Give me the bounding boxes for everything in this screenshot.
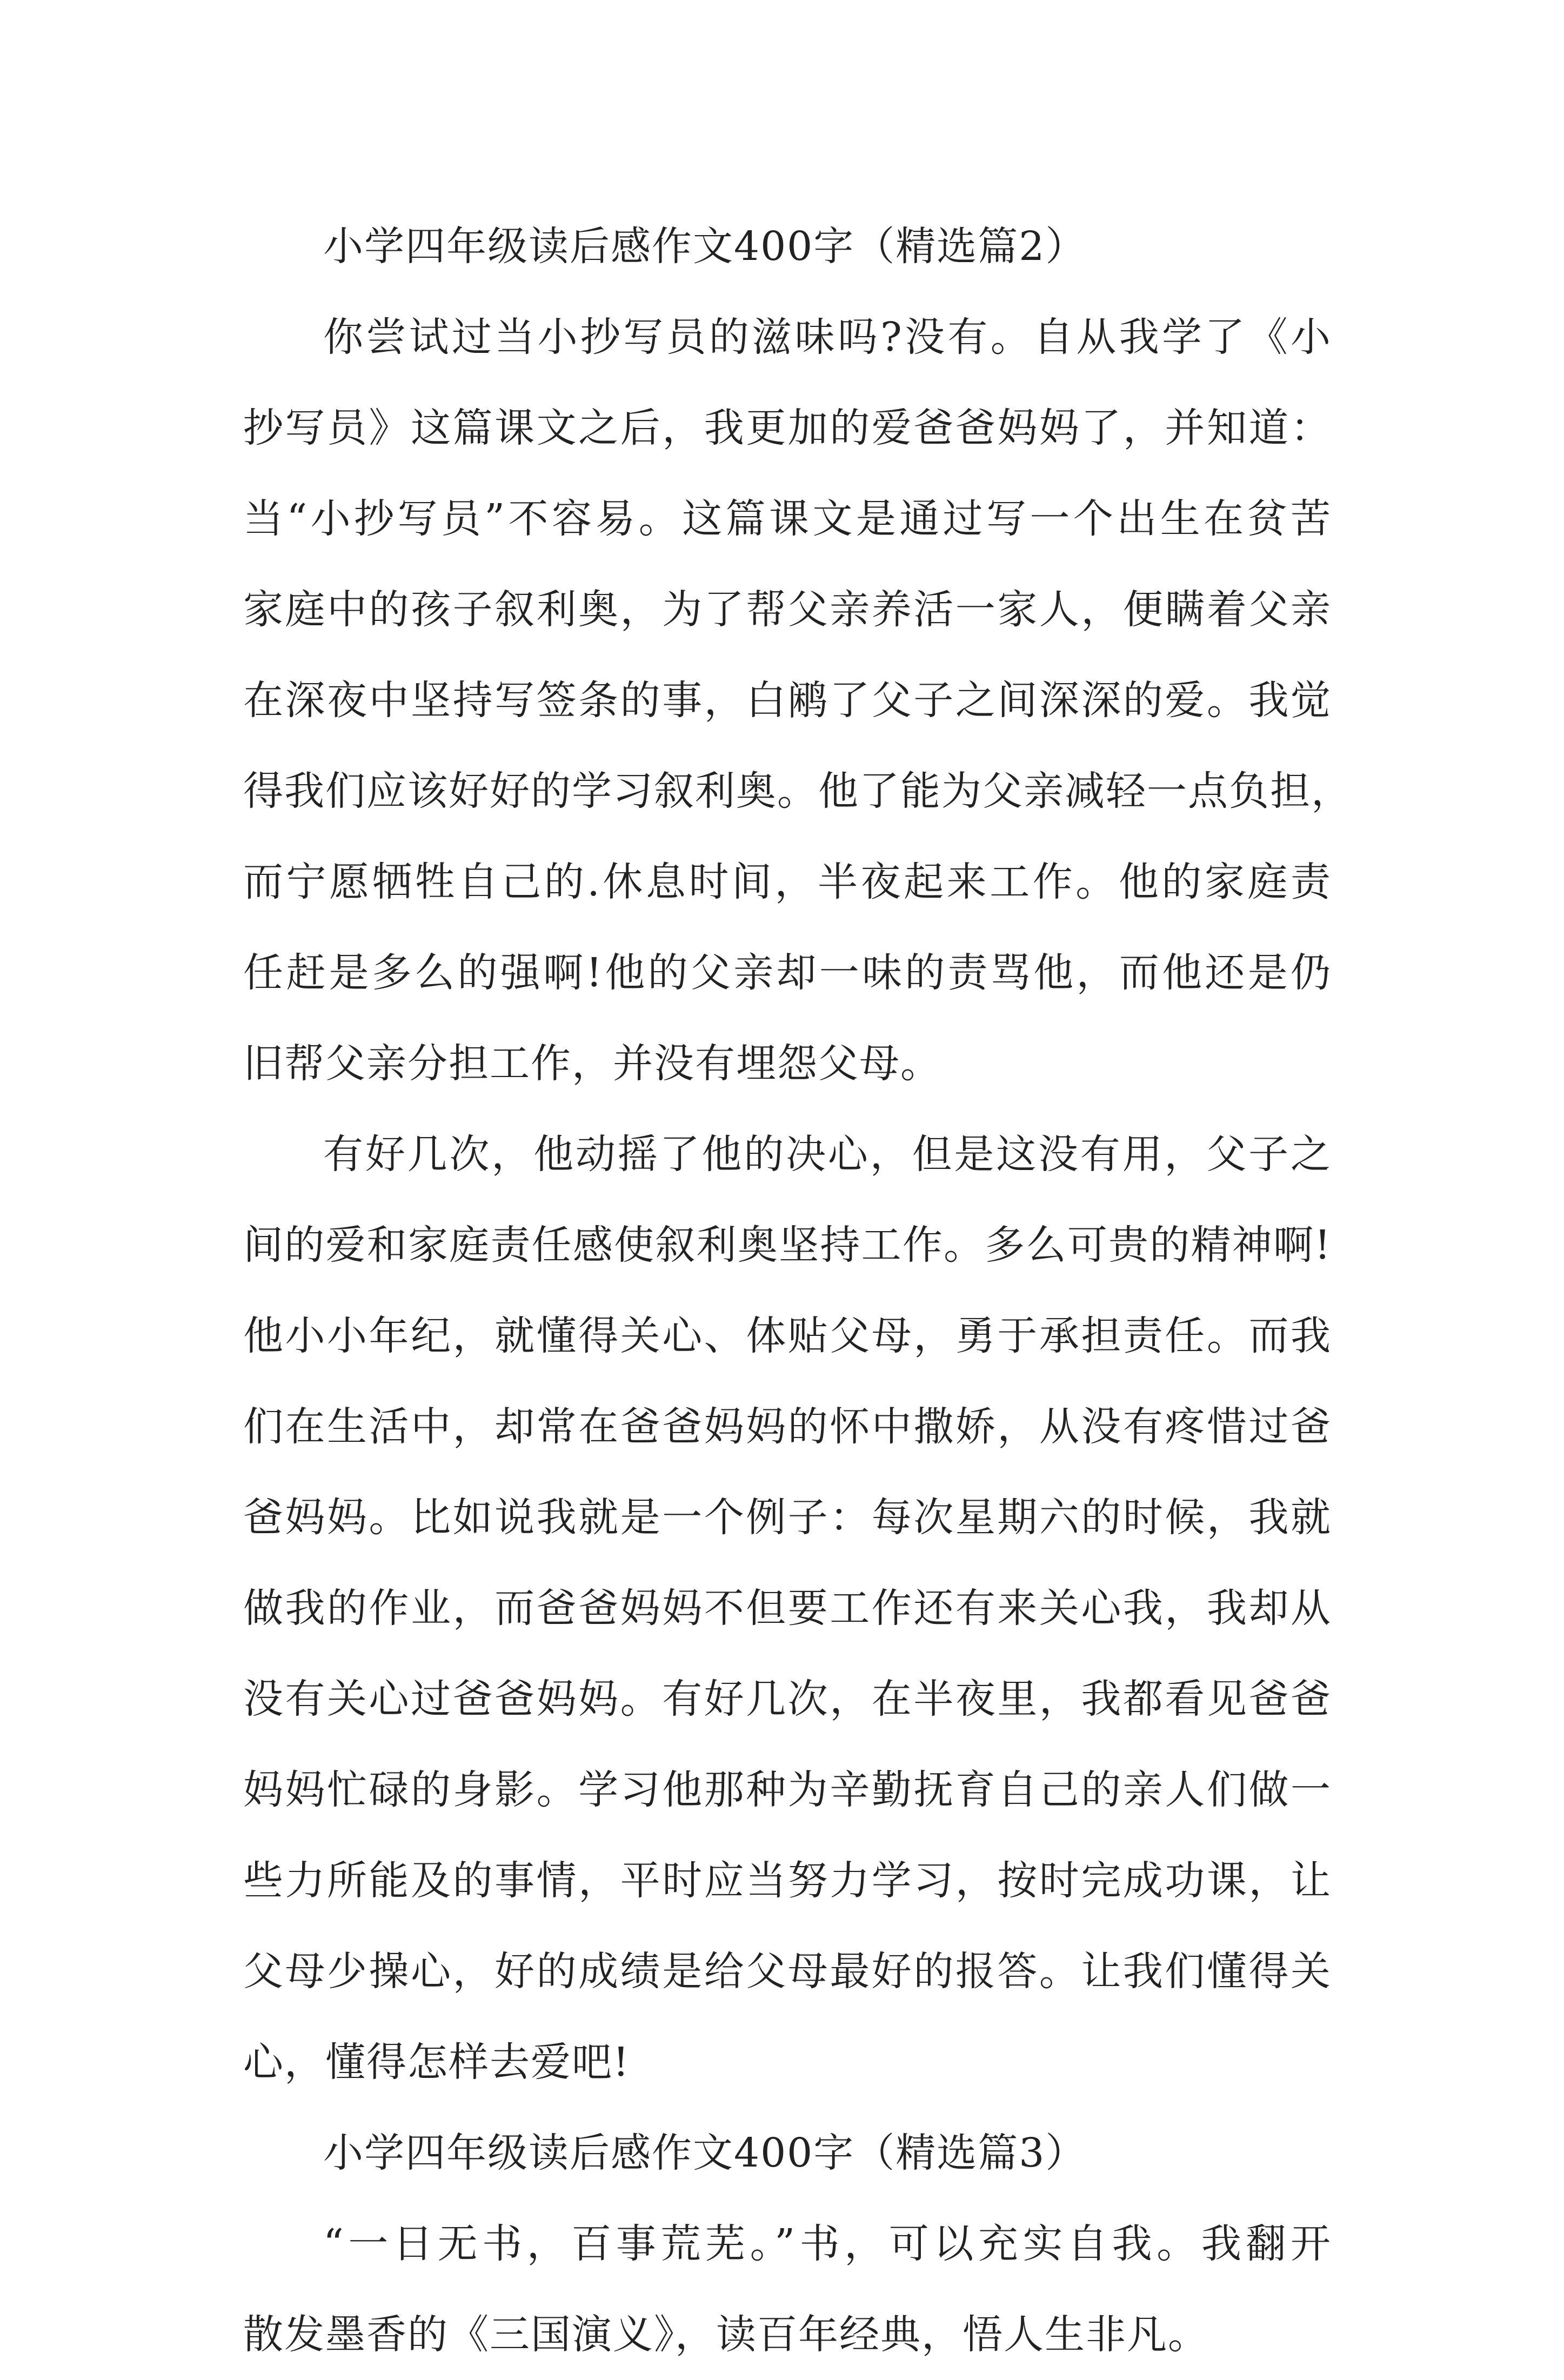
text-line: 抄写员》这篇课文之后，我更加的爱爸爸妈妈了，并知道： [243, 405, 1332, 451]
text-line: 间的爱和家庭责任感使叙利奥坚持工作。多么可贵的精神啊! [243, 1222, 1332, 1268]
text-line: 得我们应该好好的学习叙利奥。他了能为父亲减轻一点负担， [243, 768, 1352, 814]
text-line: 散发墨香的《三国演义》，读百年经典，悟人生非凡。 [243, 2311, 1209, 2358]
text-line: 而宁愿牺牲自己的.休息时间，半夜起来工作。他的家庭责 [243, 859, 1332, 905]
text-line: 妈妈忙碌的身影。学习他那种为辛勤抚育自己的亲人们做一 [243, 1767, 1332, 1813]
text-line: 父母少操心，好的成绩是给父母最好的报答。让我们懂得关 [243, 1948, 1332, 1995]
section-heading: 小学四年级读后感作文400字（精选篇3） [323, 2130, 1087, 2176]
section-heading: 小学四年级读后感作文400字（精选篇2） [323, 223, 1087, 270]
text-line: 当“小抄写员”不容易。这篇课文是通过写一个出生在贫苦 [243, 496, 1332, 542]
paragraph [243, 1109, 1332, 2108]
text-line: 爸妈妈。比如说我就是一个例子：每次星期六的时候，我就 [243, 1494, 1332, 1541]
paragraph [243, 2198, 1332, 2380]
text-line: 些力所能及的事情，平时应当努力学习，按时完成功课，让 [243, 1857, 1332, 1904]
text-line: “一日无书，百事荒芜。”书，可以充实自我。我翻开 [323, 2221, 1332, 2267]
text-line: 你尝试过当小抄写员的滋味吗?没有。自从我学了《小 [323, 314, 1332, 360]
document-body [243, 201, 1352, 2380]
text-line: 有好几次，他动摇了他的决心，但是这没有用，父子之 [323, 1131, 1332, 1178]
text-line: 心，懂得怎样去爱吧! [243, 2039, 630, 2085]
text-line: 旧帮父亲分担工作，并没有埋怨父母。 [243, 1040, 941, 1087]
text-line: 做我的作业，而爸爸妈妈不但要工作还有来关心我，我却从 [243, 1585, 1332, 1632]
paragraph [243, 292, 1352, 1109]
text-line: 任赶是多么的强啊!他的父亲却一味的责骂他，而他还是仍 [243, 950, 1332, 996]
text-line: 他小小年纪，就懂得关心、体贴父母，勇于承担责任。而我 [243, 1313, 1332, 1359]
text-line: 家庭中的孩子叙利奥，为了帮父亲养活一家人，便瞒着父亲 [243, 586, 1332, 633]
text-line: 们在生活中，却常在爸爸妈妈的怀中撒娇，从没有疼惜过爸 [243, 1403, 1332, 1450]
text-line: 没有关心过爸爸妈妈。有好几次，在半夜里，我都看见爸爸 [243, 1676, 1332, 1722]
text-line: 在深夜中坚持写签条的事，白鹇了父子之间深深的爱。我觉 [243, 677, 1332, 724]
